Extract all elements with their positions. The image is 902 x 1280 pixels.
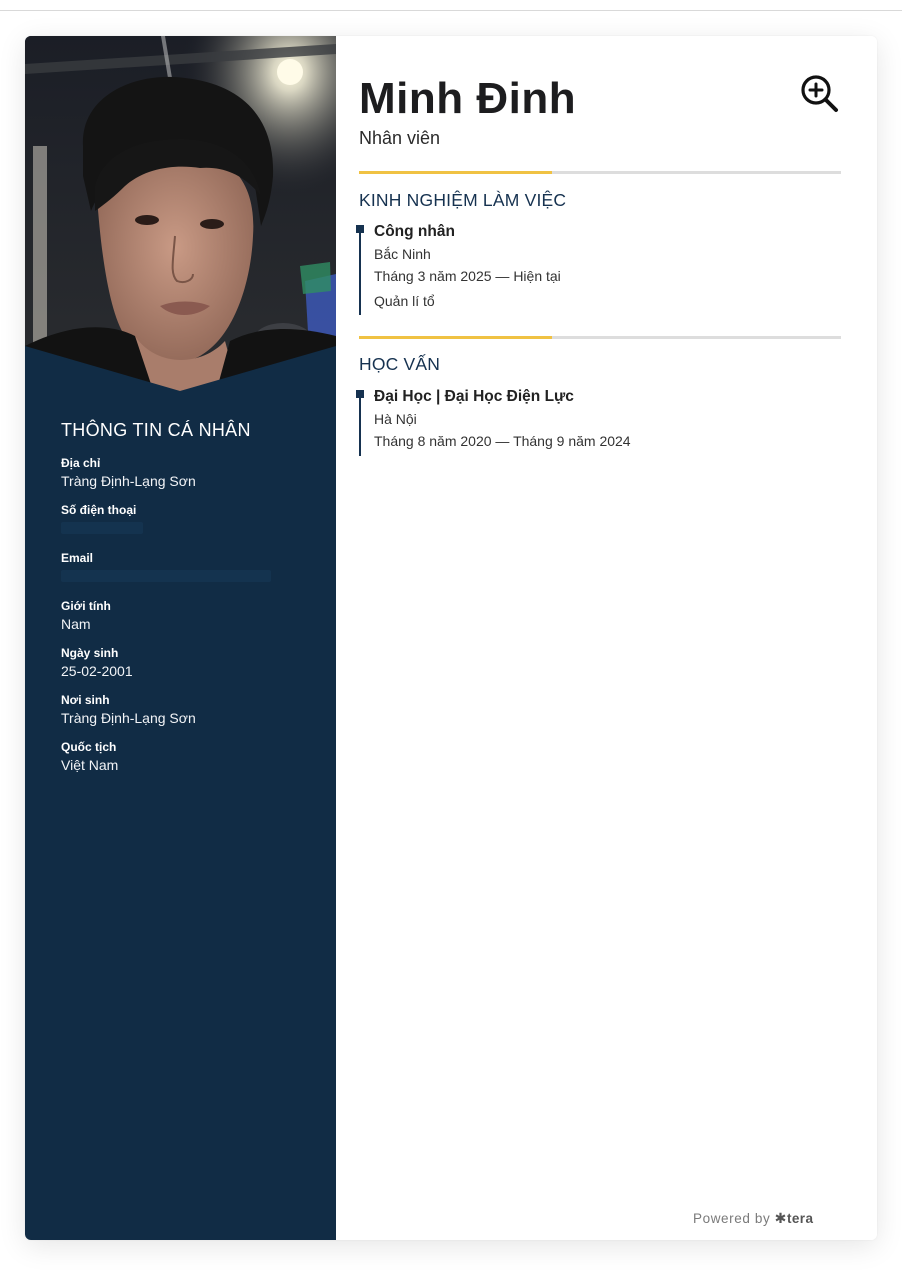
personal-info [61,420,311,786]
entry-bullet [356,390,364,398]
phone-label: Số điện thoại [61,503,137,517]
birthdate-label: Ngày sinh [61,646,119,660]
date-separator: — [495,433,510,449]
entry-bullet [356,225,364,233]
birthplace-value: Tràng Định-Lạng Sơn [61,710,196,726]
gender-field [61,598,311,634]
education-dates [374,430,839,452]
education-start: Tháng 8 năm 2020 [374,433,492,449]
birthplace-field [61,692,311,728]
experience-end: Hiện tại [513,268,561,284]
birthdate-field [61,645,311,681]
experience-heading: KINH NGHIỆM LÀM VIỆC [359,190,567,210]
birthdate-value: 25-02-2001 [61,663,133,679]
top-rule [0,10,902,11]
email-value-redacted [61,566,311,587]
experience-start: Tháng 3 năm 2025 [374,268,492,284]
personal-info-heading: THÔNG TIN CÁ NHÂN [61,420,251,440]
divider-experience [359,171,841,174]
profile-photo [25,36,336,396]
education-title: Đại Học | Đại Học Điện Lực [374,388,574,405]
education-heading: HỌC VẤN [359,354,441,374]
nationality-label: Quốc tịch [61,740,117,754]
phone-value-redacted [61,518,311,539]
gender-value: Nam [61,616,91,632]
experience-description: Quản lí tổ [374,293,435,309]
education-end: Tháng 9 năm 2024 [513,433,631,449]
cv-card [25,36,877,1240]
phone-field [61,502,311,539]
experience-location: Bắc Ninh [374,246,431,262]
education-entry [359,386,839,452]
nationality-field [61,739,311,775]
birthplace-label: Nơi sinh [61,693,110,707]
nationality-value: Việt Nam [61,757,119,773]
divider-education [359,336,841,339]
experience-title: Công nhân [374,223,455,240]
sidebar [25,36,336,1240]
powered-by-text: Powered by [693,1211,771,1226]
profile-title: Nhân viên [359,128,441,148]
address-field [61,455,311,491]
education-location: Hà Nội [374,411,417,427]
brand-name[interactable]: tera [787,1211,814,1226]
powered-by [693,1210,813,1227]
tera-logo-icon: ✱ [774,1210,787,1226]
experience-dates [374,265,839,287]
experience-entry [359,221,839,311]
main-content [336,36,877,1240]
address-label: Địa chỉ [61,456,101,470]
address-value: Tràng Định-Lạng Sơn [61,473,196,489]
email-field [61,550,311,587]
email-label: Email [61,551,94,565]
gender-label: Giới tính [61,599,111,613]
profile-name: Minh Đinh [359,74,577,123]
date-separator: — [495,268,510,284]
zoom-in-icon[interactable] [800,74,840,114]
